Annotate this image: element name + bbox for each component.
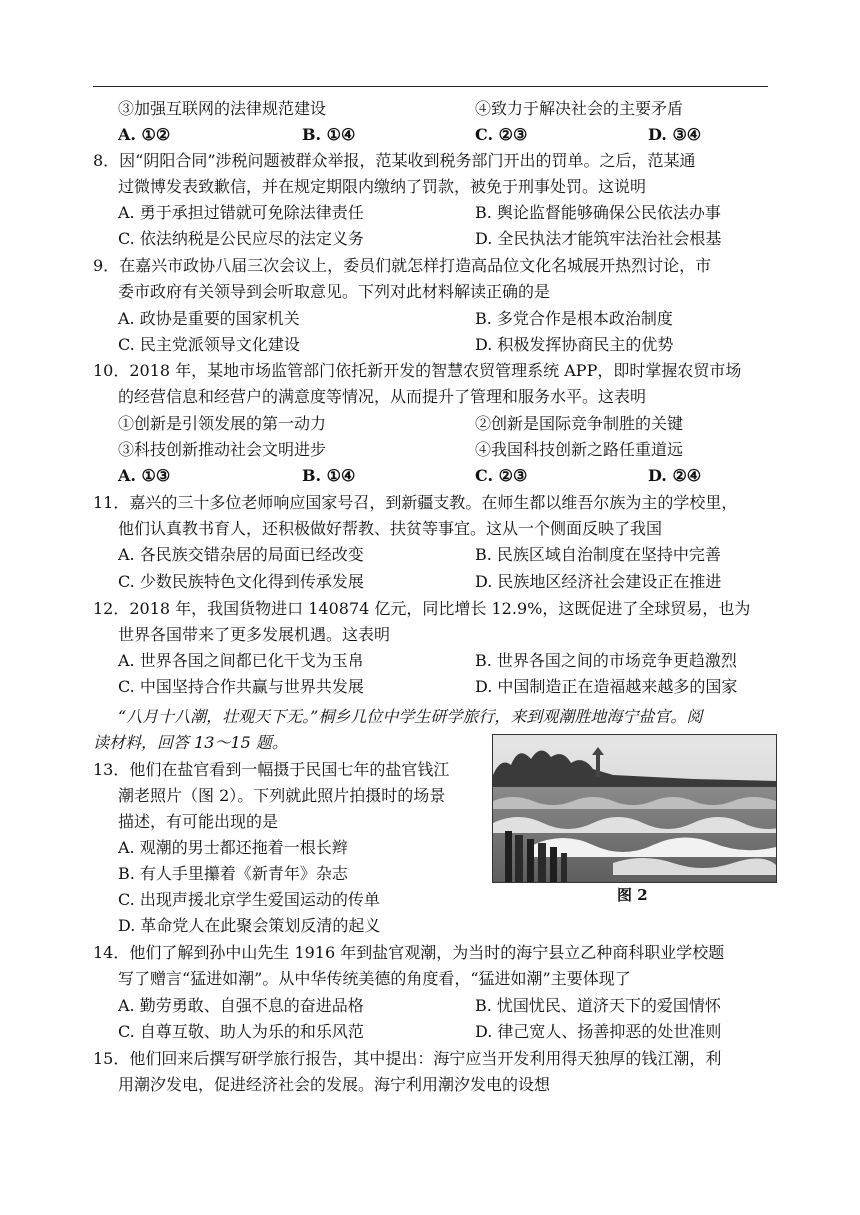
q13-stem-line-2: 潮老照片（图 2）。下列就此照片拍摄时的场景 [118, 786, 446, 805]
q7-choice-a: A. ①② [118, 125, 171, 144]
q12-choice-c: C. 中国坚持合作共赢与世界共发展 [118, 677, 364, 696]
q12-stem-line-2: 世界各国带来了更多发展机遇。这表明 [118, 625, 391, 644]
q10-choice-c: C. ②③ [475, 466, 528, 485]
q10-option-1: ①创新是引领发展的第一动力 [118, 414, 327, 433]
q7-option-3: ③加强互联网的法律规范建设 [118, 99, 327, 118]
q8-stem-line-2: 过微博发表致歉信，并在规定期限内缴纳了罚款，被免于刑事处罚。这说明 [118, 177, 647, 196]
q8-choice-b: B. 舆论监督能够确保公民依法办事 [475, 203, 721, 222]
q13-stem-line-3: 描述，有可能出现的是 [118, 812, 279, 831]
q10-option-3: ③科技创新推动社会文明进步 [118, 440, 327, 459]
q12-stem-line-1: 12．2018 年，我国货物进口 140874 亿元，同比增长 12.9%，这既促进了全球贸易，也为 [93, 599, 751, 618]
q9-choice-b: B. 多党合作是根本政治制度 [475, 309, 673, 328]
q13-choice-d: D. 革命党人在此聚会策划反清的起义 [118, 916, 381, 935]
q12-choice-b: B. 世界各国之间的市场竞争更趋激烈 [475, 651, 737, 670]
q14-choice-d: D. 律己宽人、扬善抑恶的处世准则 [475, 1022, 722, 1041]
q11-choice-a: A. 各民族交错杂居的局面已经改变 [118, 545, 364, 564]
q14-choice-b: B. 忧国忧民、道济天下的爱国情怀 [475, 996, 721, 1015]
q8-choice-a: A. 勇于承担过错就可免除法律责任 [118, 203, 364, 222]
tide-photo-illustration [493, 735, 776, 882]
q9-choice-a: A. 政协是重要的国家机关 [118, 309, 300, 328]
q14-choice-c: C. 自尊互敬、助人为乐的和乐风范 [118, 1022, 364, 1041]
q8-choice-c: C. 依法纳税是公民应尽的法定义务 [118, 229, 364, 248]
q11-choice-d: D. 民族地区经济社会建设正在推进 [475, 572, 722, 591]
q15-stem-line-1: 15．他们回来后撰写研学旅行报告，其中提出：海宁应当开发利用得天独厚的钱江潮，利 [93, 1049, 722, 1068]
q12-choice-d: D. 中国制造正在造福越来越多的国家 [475, 677, 738, 696]
q13-choice-b: B. 有人手里攥着《新青年》杂志 [118, 864, 348, 883]
q10-choice-a: A. ①③ [118, 466, 171, 485]
q9-choice-d: D. 积极发挥协商民主的优势 [475, 335, 674, 354]
q10-option-4: ④我国科技创新之路任重道远 [475, 440, 684, 459]
figure-2-caption: 图 2 [617, 886, 648, 904]
q11-stem-line-2: 他们认真教书育人，还积极做好帮教、扶贫等事宜。这从一个侧面反映了我国 [118, 519, 663, 538]
q14-stem-line-2: 写了赠言“猛进如潮”。从中华传统美德的角度看，“猛进如潮”主要体现了 [118, 969, 631, 988]
q9-stem-line-2: 委市政府有关领导到会听取意见。下列对此材料解读正确的是 [118, 282, 551, 301]
material-line-2: 读材料，回答 13～15 题。 [93, 733, 288, 752]
q10-option-2: ②创新是国际竞争制胜的关键 [475, 414, 684, 433]
q11-stem-line-1: 11．嘉兴的三十多位老师响应国家号召，到新疆支教。在师生都以维吾尔族为主的学校里， [93, 493, 738, 512]
q14-choice-a: A. 勤劳勇敢、自强不息的奋进品格 [118, 996, 364, 1015]
material-line-1: “八月十八潮，壮观天下无。”桐乡几位中学生研学旅行，来到观潮胜地海宁盐官。阅 [118, 707, 703, 726]
q14-stem-line-1: 14．他们了解到孙中山先生 1916 年到盐官观潮，为当时的海宁县立乙种商科职业学校题 [93, 943, 725, 962]
q11-choice-c: C. 少数民族特色文化得到传承发展 [118, 572, 364, 591]
q7-choice-d: D. ③④ [648, 125, 702, 144]
q10-stem-line-2: 的经营信息和经营户的满意度等情况，从而提升了管理和服务水平。这表明 [118, 387, 647, 406]
q10-stem-line-1: 10．2018 年，某地市场监管部门依托新开发的智慧农贸管理系统 APP，即时掌握农贸市场 [93, 361, 742, 380]
q15-stem-line-2: 用潮汐发电，促进经济社会的发展。海宁利用潮汐发电的设想 [118, 1075, 551, 1094]
q8-stem-line-1: 8．因“阴阳合同”涉税问题被群众举报，范某收到税务部门开出的罚单。之后，范某通 [93, 151, 696, 170]
q8-choice-d: D. 全民执法才能筑牢法治社会根基 [475, 229, 722, 248]
q13-choice-c: C. 出现声援北京学生爱国运动的传单 [118, 890, 380, 909]
q7-choice-b: B. ①④ [302, 125, 356, 144]
q11-choice-b: B. 民族区域自治制度在坚持中完善 [475, 545, 721, 564]
header-rule [93, 86, 768, 87]
q10-choice-b: B. ①④ [302, 466, 356, 485]
q10-choice-d: D. ②④ [648, 466, 702, 485]
tide-photo-figure-2 [492, 734, 777, 883]
q9-stem-line-1: 9．在嘉兴市政协八届三次会议上，委员们就怎样打造高品位文化名城展开热烈讨论，市 [93, 256, 712, 275]
q12-choice-a: A. 世界各国之间都已化干戈为玉帛 [118, 651, 364, 670]
q7-choice-c: C. ②③ [475, 125, 528, 144]
q7-option-4: ④致力于解决社会的主要矛盾 [475, 99, 684, 118]
q13-stem-line-1: 13．他们在盐官看到一幅摄于民国七年的盐官钱江 [93, 760, 450, 779]
q9-choice-c: C. 民主党派领导文化建设 [118, 335, 300, 354]
q13-choice-a: A. 观潮的男士都还拖着一根长辫 [118, 838, 348, 857]
